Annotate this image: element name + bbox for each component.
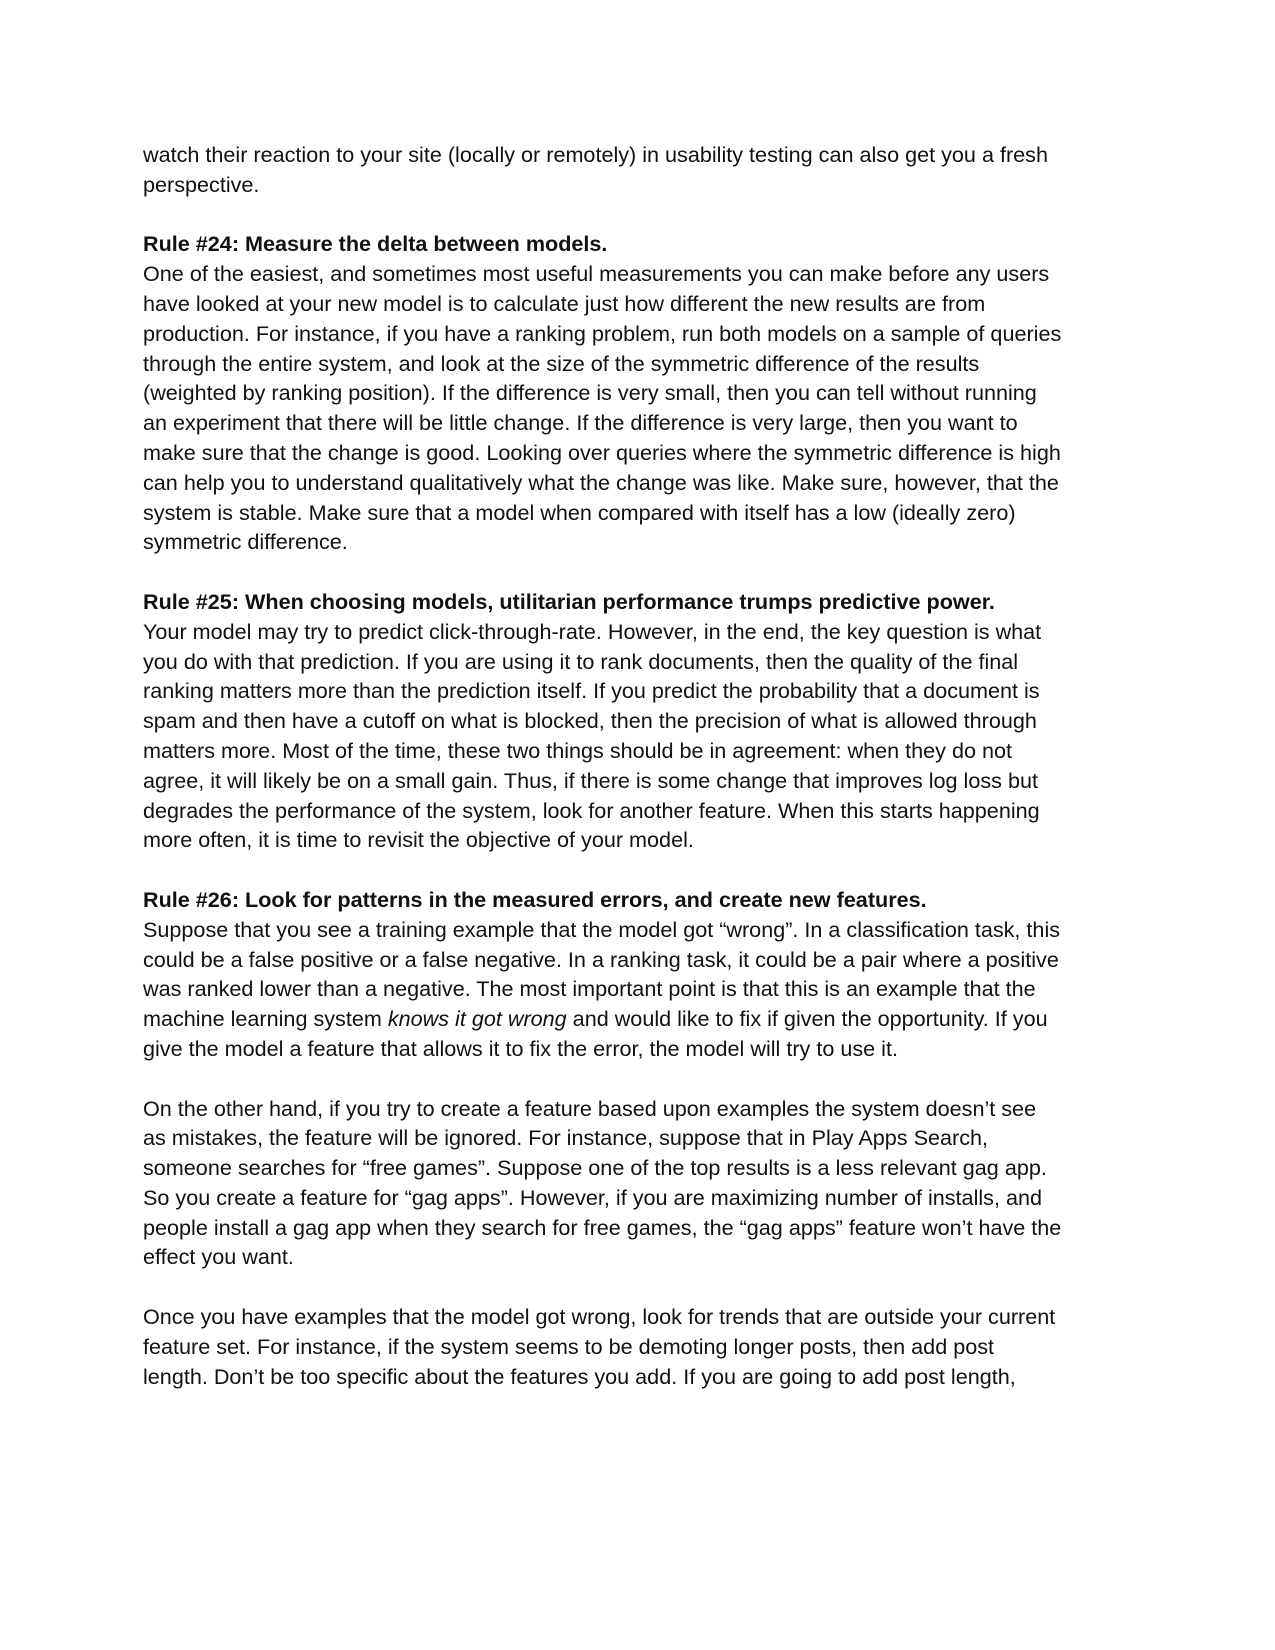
rule-26-section [143, 885, 1083, 1392]
text-line: system is stable. Make sure that a model when compared with itself has a low (ideally zero) [143, 499, 1016, 525]
rule-24-section [143, 229, 1083, 557]
text-line: someone searches for “free games”. Suppose one of the top results is a less relevant gag app. [143, 1155, 1047, 1181]
intro-paragraph [143, 140, 1083, 200]
text-line: On the other hand, if you try to create a feature based upon examples the system doesn’t see [143, 1095, 1037, 1121]
text-line: Suppose that you see a training example that the model got “wrong”. In a classification task, this [143, 916, 1061, 942]
paragraph-gap [143, 557, 1083, 587]
text-line: Once you have examples that the model got wrong, look for trends that are outside your current [143, 1304, 1056, 1330]
paragraph-gap [143, 1064, 1083, 1094]
paragraph-gap [143, 1272, 1083, 1302]
text-line: could be a false positive or a false negative. In a ranking task, it could be a pair where a positive [143, 946, 1059, 972]
text-line: as mistakes, the feature will be ignored. For instance, suppose that in Play Apps Search, [143, 1125, 989, 1151]
text-line: through the entire system, and look at the size of the symmetric difference of the results [143, 350, 980, 376]
text-segment: machine learning system [143, 1006, 388, 1032]
text-line: degrades the performance of the system, look for another feature. When this starts happening [143, 797, 1040, 823]
document-page [143, 140, 1083, 1391]
emphasis-text: knows it got wrong [387, 1006, 567, 1032]
rule-26-heading: Rule #26: Look for patterns in the measured errors, and create new features. [143, 886, 927, 912]
text-line: effect you want. [143, 1244, 294, 1270]
rule-25-heading: Rule #25: When choosing models, utilitarian performance trumps predictive power. [143, 588, 995, 614]
text-line: was ranked lower than a negative. The most important point is that this is an example that the [143, 976, 1036, 1002]
rule-24-heading: Rule #24: Measure the delta between models. [143, 231, 608, 257]
paragraph-gap [143, 200, 1083, 230]
text-segment: and would like to fix if given the opportunity. If you [566, 1006, 1048, 1032]
text-line: watch their reaction to your site (locally or remotely) in usability testing can also get you a fresh [143, 142, 1048, 167]
text-line: have looked at your new model is to calculate just how different the new results are from [143, 290, 986, 316]
text-line: Your model may try to predict click-through-rate. However, in the end, the key question is what [143, 618, 1042, 644]
text-line: you do with that prediction. If you are using it to rank documents, then the quality of the final [143, 648, 1019, 674]
text-line: (weighted by ranking position). If the difference is very small, then you can tell without running [143, 380, 1037, 406]
text-line: symmetric difference. [143, 529, 348, 555]
text-line: ranking matters more than the prediction itself. If you predict the probability that a document is [143, 678, 1040, 704]
text-line: people install a gag app when they search for free games, the “gag apps” feature won’t have the [143, 1214, 1062, 1240]
text-line: an experiment that there will be little change. If the difference is very large, then you want to [143, 410, 1018, 436]
text-line: length. Don’t be too specific about the features you add. If you are going to add post length, [143, 1363, 1016, 1389]
text-line: matters more. Most of the time, these two things should be in agreement: when they do not [143, 737, 1013, 763]
paragraph-gap [143, 855, 1083, 885]
text-line: spam and then have a cutoff on what is blocked, then the precision of what is allowed through [143, 708, 1037, 734]
text-line: make sure that the change is good. Looking over queries where the symmetric difference is high [143, 439, 1061, 465]
text-line-with-emphasis [143, 1004, 1083, 1034]
text-line: agree, it will likely be on a small gain. Thus, if there is some change that improves log loss but [143, 767, 1038, 793]
text-line: So you create a feature for “gag apps”. However, if you are maximizing number of installs, and [143, 1184, 1042, 1210]
text-line: can help you to understand qualitatively what the change was like. Make sure, however, that the [143, 469, 1059, 495]
text-line: feature set. For instance, if the system seems to be demoting longer posts, then add post [143, 1333, 995, 1359]
text-line: perspective. [143, 171, 260, 197]
text-line: give the model a feature that allows it to fix the error, the model will try to use it. [143, 1035, 898, 1061]
text-line: more often, it is time to revisit the objective of your model. [143, 827, 694, 853]
text-line: production. For instance, if you have a ranking problem, run both models on a sample of queries [143, 320, 1062, 346]
text-line: One of the easiest, and sometimes most useful measurements you can make before any users [143, 261, 1050, 287]
rule-25-section [143, 587, 1083, 855]
